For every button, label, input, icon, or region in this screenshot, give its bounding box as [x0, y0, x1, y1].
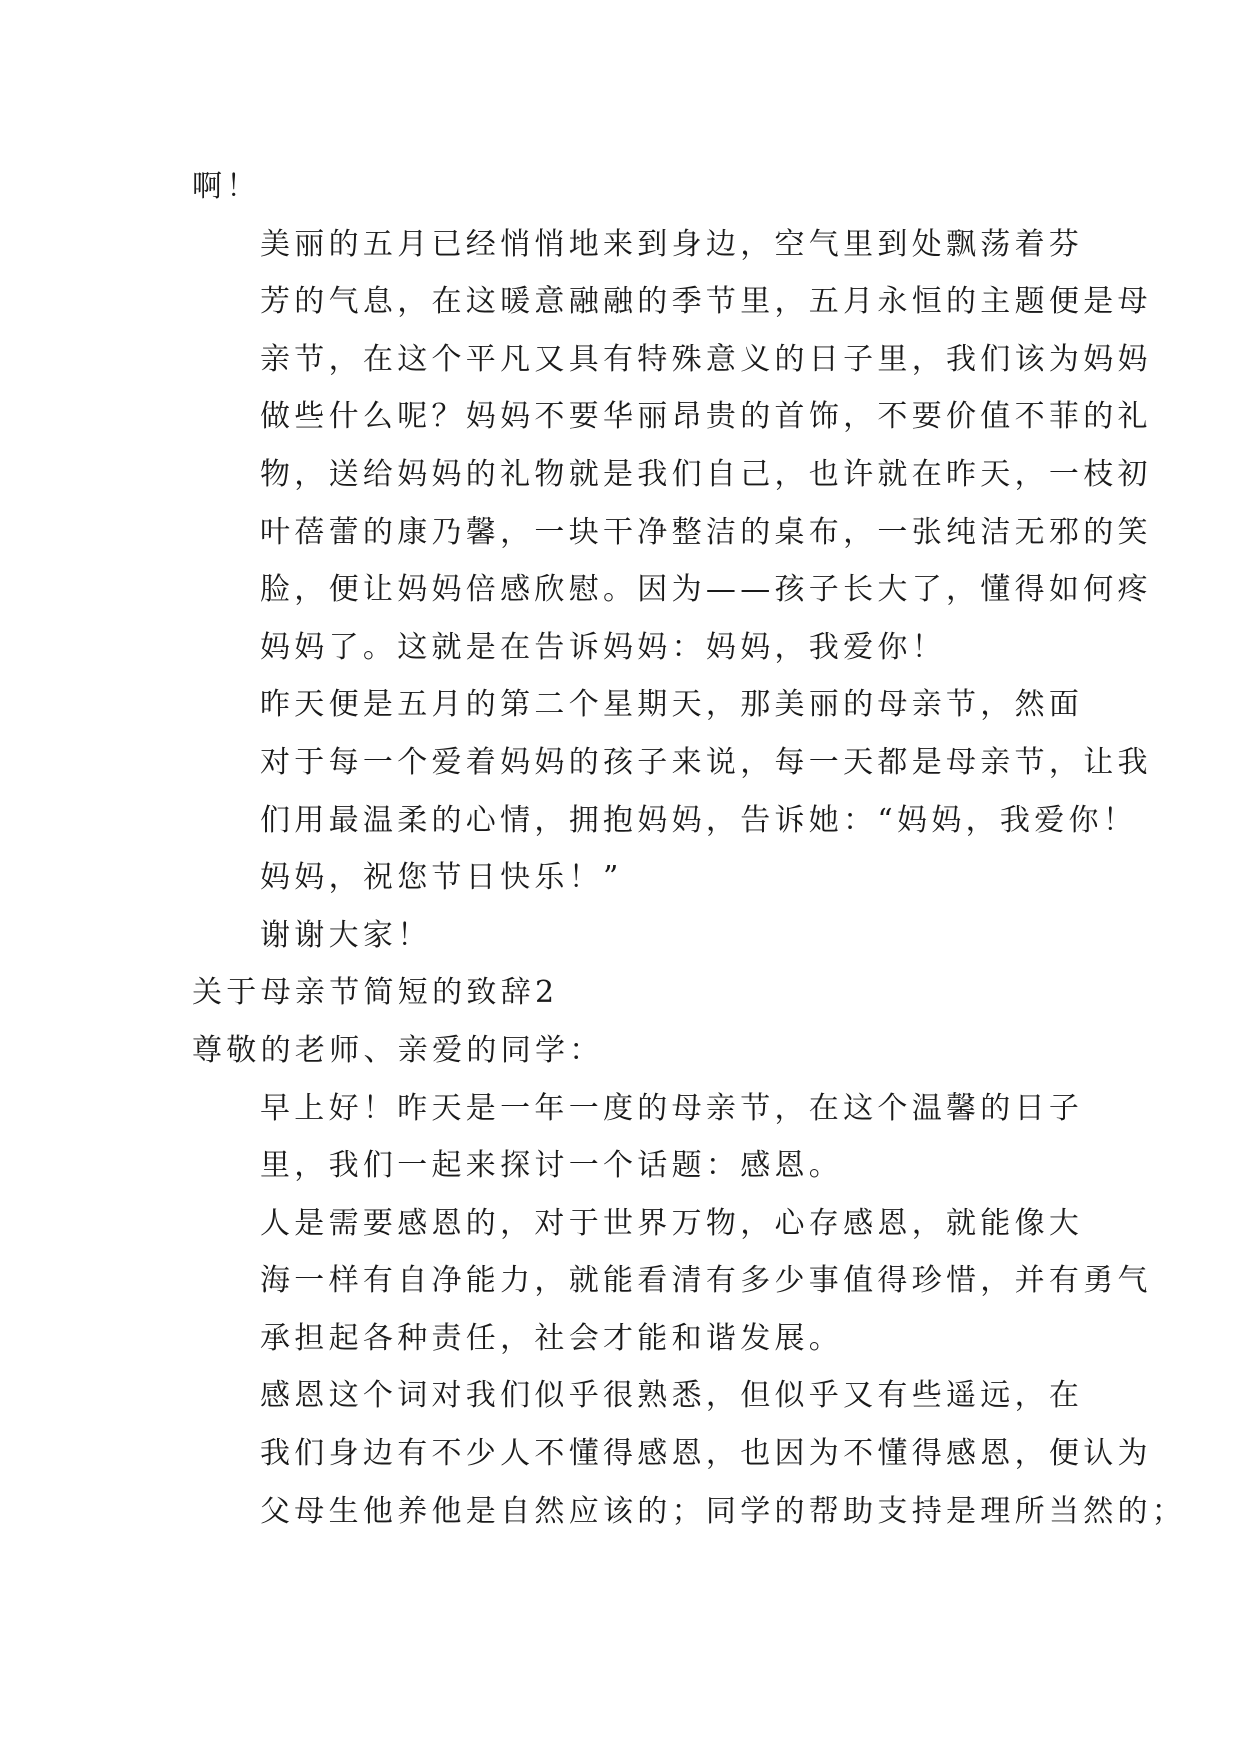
body-paragraph [192, 676, 1152, 906]
text-line: 关于母亲节简短的致辞2 [192, 975, 559, 1011]
text-line: 谢谢大家！ [260, 917, 432, 953]
body-paragraph [192, 216, 1152, 677]
text-line: 啊！ [192, 169, 261, 204]
text-line: 早上好！昨天是一年一度的母亲节，在这个温馨的日子 [260, 1090, 1084, 1126]
text-line: 们用最温柔的心情，拥抱妈妈，告诉她：“妈妈，我爱你！ [260, 802, 1138, 838]
body-paragraph [192, 1367, 1187, 1540]
heading-line [192, 964, 1060, 1022]
text-line: 对于每一个爱着妈妈的孩子来说，每一天都是母亲节，让我 [260, 744, 1152, 780]
text-line: 父母生他养他是自然应该的；同学的帮助支持是理所当然的； [260, 1493, 1187, 1529]
text-line: 美丽的五月已经悄悄地来到身边，空气里到处飘荡着芬 [260, 226, 1084, 262]
text-line: 妈妈，祝您节日快乐！” [260, 860, 623, 896]
text-line: 人是需要感恩的，对于世界万物，心存感恩，就能像大 [260, 1205, 1084, 1241]
text-line: 亲节，在这个平凡又具有特殊意义的日子里，我们该为妈妈 [260, 341, 1152, 377]
text-line: 物，送给妈妈的礼物就是我们自己，也许就在昨天，一枝初 [260, 456, 1152, 492]
text-line: 做些什么呢？妈妈不要华丽昂贵的首饰，不要价值不菲的礼 [260, 399, 1152, 435]
body-paragraph [192, 907, 1060, 965]
text-line: 脸，便让妈妈倍感欣慰。因为——孩子长大了，懂得如何疼 [260, 572, 1152, 608]
text-line: 感恩这个词对我们似乎很熟悉，但似乎又有些遥远，在 [260, 1378, 1084, 1414]
text-line: 里，我们一起来探讨一个话题：感恩。 [260, 1148, 844, 1184]
text-line: 昨天便是五月的第二个星期天，那美丽的母亲节，然面 [260, 687, 1084, 723]
text-line: 妈妈了。这就是在告诉妈妈：妈妈，我爱你！ [260, 629, 946, 665]
text-line: 叶蓓蕾的康乃馨，一块干净整洁的桌布，一张纯洁无邪的笑 [260, 514, 1152, 550]
text-line: 芳的气息，在这暖意融融的季节里，五月永恒的主题便是母 [260, 284, 1152, 320]
text-line: 我们身边有不少人不懂得感恩，也因为不懂得感恩，便认为 [260, 1436, 1152, 1472]
document-body [192, 158, 1187, 1540]
body-paragraph [192, 1080, 1084, 1195]
heading-line [192, 158, 1060, 216]
text-line: 海一样有自净能力，就能看清有多少事值得珍惜，并有勇气 [260, 1263, 1152, 1299]
body-paragraph [192, 1195, 1152, 1368]
text-line: 承担起各种责任，社会才能和谐发展。 [260, 1320, 844, 1356]
text-line: 尊敬的老师、亲爱的同学： [192, 1032, 604, 1068]
heading-line [192, 1022, 1060, 1080]
